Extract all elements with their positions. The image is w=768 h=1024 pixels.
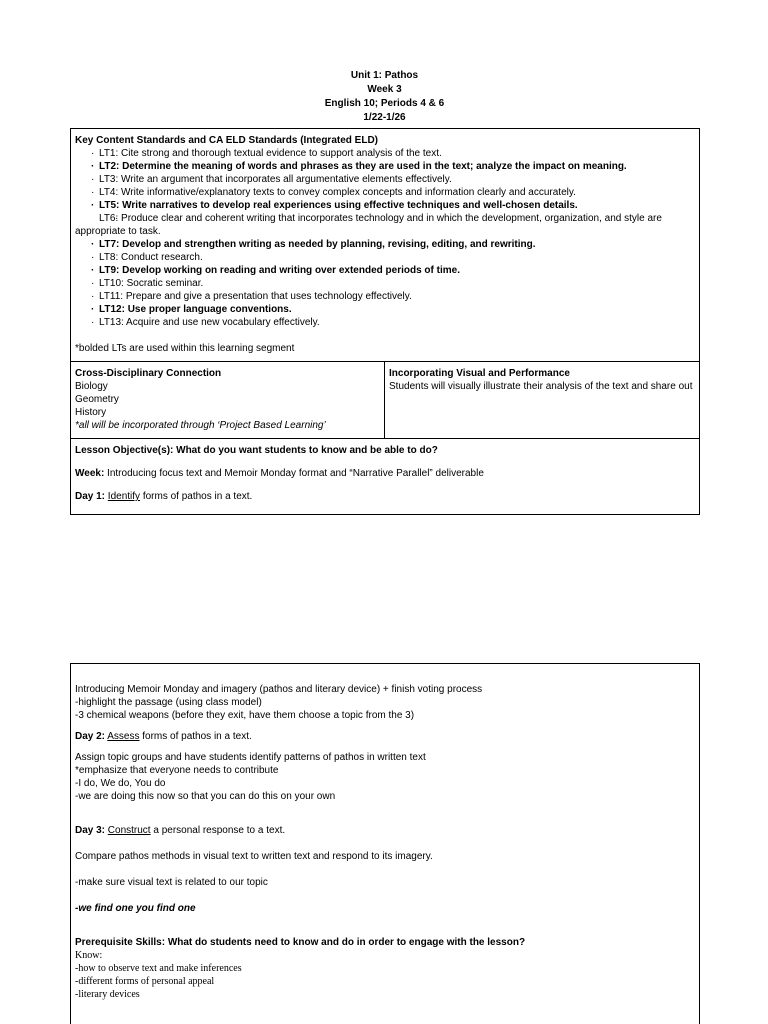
know-item: -how to observe text and make inferences bbox=[75, 963, 242, 974]
week-label: Week: bbox=[75, 468, 105, 479]
lt-item: · LT9: Develop working on reading and writing over extended periods of time. bbox=[75, 264, 695, 277]
day2-verb: Assess bbox=[107, 731, 140, 742]
day2-text: forms of pathos in a text. bbox=[139, 731, 252, 742]
lesson-line: -highlight the passage (using class model) bbox=[75, 697, 262, 708]
day3-verb: Construct bbox=[107, 825, 151, 836]
cross-item: History bbox=[75, 407, 107, 418]
lt-item: · LT2: Determine the meaning of words and phrases as they are used in the text; analyze the impact on meaning. bbox=[75, 160, 695, 173]
course-title: English 10; Periods 4 & 6 bbox=[324, 98, 445, 109]
bolded-note: *bolded LTs are used within this learning segment bbox=[75, 343, 295, 354]
lesson-line: -we find one you find one bbox=[75, 903, 196, 914]
day3-objective bbox=[75, 824, 695, 837]
lt-item: · LT10: Socratic seminar. bbox=[75, 277, 695, 290]
lt-item: · LT5: Write narratives to develop real experiences using effective techniques and well-chosen details. bbox=[75, 199, 695, 212]
day1-verb: Identify bbox=[107, 491, 141, 502]
lt-item: · LT6: Produce clear and coherent writing that incorporates technology and in which the development, organization, and style are appropriate to task. bbox=[75, 212, 695, 238]
day2-label: Day 2: bbox=[75, 731, 106, 742]
day3-label: Day 3: bbox=[75, 825, 106, 836]
unit-title: Unit 1: Pathos bbox=[350, 70, 419, 81]
know-item: -different forms of personal appeal bbox=[75, 976, 215, 987]
cross-item: Biology bbox=[75, 381, 108, 392]
lt-item: · LT8: Conduct research. bbox=[75, 251, 695, 264]
lesson-line: -make sure visual text is related to our topic bbox=[75, 877, 268, 888]
cross-title: Cross-Disciplinary Connection bbox=[75, 368, 222, 379]
day2-objective bbox=[75, 730, 695, 743]
know-label: Know: bbox=[75, 950, 103, 961]
lesson-line: *emphasize that everyone needs to contribute bbox=[75, 765, 279, 776]
date-range: 1/22-1/26 bbox=[363, 112, 406, 123]
visual-title: Incorporating Visual and Performance bbox=[389, 368, 570, 379]
day3-text: a personal response to a text. bbox=[150, 825, 286, 836]
lt-item: · LT4: Write informative/explanatory texts to convey complex concepts and information clearly and accurately. bbox=[75, 186, 695, 199]
objectives-title: Lesson Objective(s): What do you want students to know and be able to do? bbox=[75, 445, 438, 456]
lt-item: · LT1: Cite strong and thorough textual evidence to support analysis of the text. bbox=[75, 147, 695, 160]
standards-box bbox=[70, 128, 700, 362]
standards-title: Key Content Standards and CA ELD Standards (Integrated ELD) bbox=[75, 135, 378, 146]
day1-text: forms of pathos in a text. bbox=[140, 491, 253, 502]
lesson-line: -3 chemical weapons (before they exit, have them choose a topic from the 3) bbox=[75, 710, 415, 721]
cross-note: *all will be incorporated through ‘Project Based Learning’ bbox=[75, 420, 326, 431]
objectives-box bbox=[70, 438, 700, 515]
lesson-continued-box bbox=[70, 663, 700, 1024]
lt-item: · LT7: Develop and strengthen writing as needed by planning, revising, editing, and rewriting. bbox=[75, 238, 695, 251]
lt-item: · LT11: Prepare and give a presentation that uses technology effectively. bbox=[75, 290, 695, 303]
day1-label: Day 1: bbox=[75, 491, 106, 502]
lt-item: · LT3: Write an argument that incorporates all argumentative elements effectively. bbox=[75, 173, 695, 186]
day1-objective bbox=[75, 490, 695, 503]
lt-item: · LT12: Use proper language conventions. bbox=[75, 303, 695, 316]
connections-row bbox=[70, 361, 700, 439]
week-text: Introducing focus text and Memoir Monday format and “Narrative Parallel” deliverable bbox=[104, 468, 484, 479]
lesson-line: -I do, We do, You do bbox=[75, 778, 166, 789]
visual-text: Students will visually illustrate their analysis of the text and share out bbox=[389, 381, 693, 392]
week-objective bbox=[75, 467, 695, 480]
lesson-line: -we are doing this now so that you can do this on your own bbox=[75, 791, 336, 802]
prereq-title: Prerequisite Skills: What do students need to know and do in order to engage with the lesson? bbox=[75, 937, 526, 948]
lt-item: · LT13: Acquire and use new vocabulary effectively. bbox=[75, 316, 695, 329]
lesson-line: Assign topic groups and have students identify patterns of pathos in written text bbox=[75, 752, 426, 763]
visual-performance-cell bbox=[385, 362, 699, 438]
cross-item: Geometry bbox=[75, 394, 119, 405]
week-title: Week 3 bbox=[367, 84, 402, 95]
lesson-line: Introducing Memoir Monday and imagery (pathos and literary device) + finish voting process bbox=[75, 684, 483, 695]
cross-disciplinary-cell bbox=[71, 362, 385, 438]
lesson-line: Compare pathos methods in visual text to written text and respond to its imagery. bbox=[75, 851, 433, 862]
know-item: -literary devices bbox=[75, 989, 140, 1000]
document-header bbox=[70, 69, 699, 125]
